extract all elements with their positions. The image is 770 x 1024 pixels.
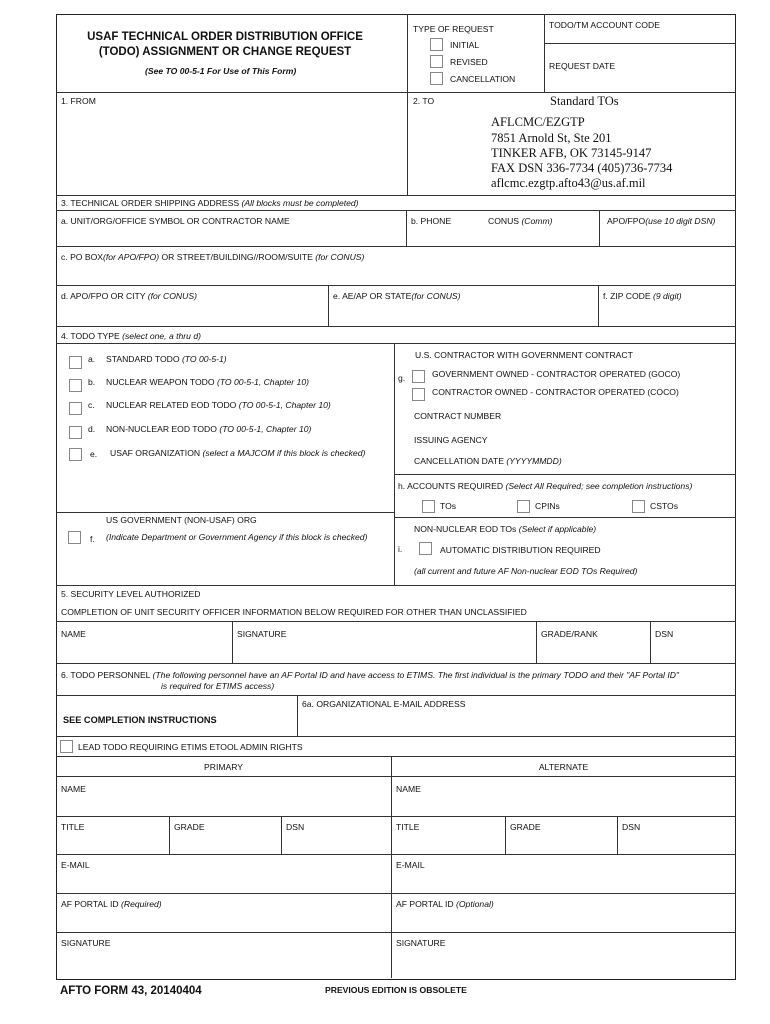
issuing-agency-label: ISSUING AGENCY bbox=[414, 435, 488, 445]
divider bbox=[297, 695, 298, 736]
letter-i: i. bbox=[398, 544, 403, 554]
divider bbox=[394, 474, 736, 475]
alternate-email-label: E-MAIL bbox=[396, 860, 425, 870]
address-line: FAX DSN 336-7734 (405)736-7734 bbox=[491, 161, 673, 175]
todo-standard-label bbox=[106, 354, 227, 364]
letter-b: b. bbox=[88, 377, 96, 387]
cancellation-date-label bbox=[414, 456, 562, 466]
todo-standard-note: (TO 00-5-1) bbox=[181, 354, 227, 364]
todo-nuclear-weapon-note: (TO 00-5-1, Chapter 10) bbox=[216, 377, 309, 387]
alternate-title-label: TITLE bbox=[396, 822, 420, 832]
divider bbox=[394, 343, 395, 585]
divider bbox=[407, 14, 408, 92]
cstos-label: CSTOs bbox=[650, 501, 679, 511]
tos-label: TOs bbox=[440, 501, 457, 511]
auto-distribution-checkbox[interactable] bbox=[419, 542, 432, 555]
alternate-signature-label: SIGNATURE bbox=[396, 938, 446, 948]
divider bbox=[56, 893, 736, 894]
divider bbox=[56, 621, 736, 622]
alternate-dsn-label: DSN bbox=[622, 822, 641, 832]
divider bbox=[407, 92, 408, 195]
divider bbox=[328, 285, 329, 326]
alternate-portal-label bbox=[396, 899, 494, 909]
accounts-required-text: h. ACCOUNTS REQUIRED bbox=[398, 481, 504, 491]
divider bbox=[394, 517, 736, 518]
security-signature-label: SIGNATURE bbox=[237, 629, 287, 639]
coco-label: CONTRACTOR OWNED - CONTRACTOR OPERATED (COCO) bbox=[432, 387, 679, 397]
todo-non-nuclear-eod-label bbox=[106, 424, 311, 434]
revised-checkbox[interactable] bbox=[430, 55, 443, 68]
date-format-note: (YYYYMMDD) bbox=[506, 456, 562, 466]
auto-distribution-note: (all current and future AF Non-nuclear EOD TOs Required) bbox=[414, 566, 638, 576]
divider bbox=[169, 816, 170, 854]
city-text: d. APO/FPO OR CITY bbox=[61, 291, 146, 301]
todo-nuclear-eod-label bbox=[106, 400, 331, 410]
type-of-request-label: TYPE OF REQUEST bbox=[413, 24, 494, 34]
shipping-heading-note: (All blocks must be completed) bbox=[241, 198, 359, 208]
apo-fpo-text: APO/FPO bbox=[607, 216, 646, 226]
divider bbox=[391, 756, 392, 978]
street-text: OR STREET/BUILDING//ROOM/SUITE bbox=[161, 252, 313, 262]
divider bbox=[56, 854, 736, 855]
phone-label: b. PHONE bbox=[411, 216, 452, 226]
accounts-required-label bbox=[398, 481, 692, 491]
shipping-heading-text: 3. TECHNICAL ORDER SHIPPING ADDRESS bbox=[61, 198, 240, 208]
dsn-note: (use 10 digit DSN) bbox=[645, 216, 716, 226]
security-heading: 5. SECURITY LEVEL AUTHORIZED bbox=[61, 589, 201, 599]
cancellation-checkbox[interactable] bbox=[430, 72, 443, 85]
request-date-label: REQUEST DATE bbox=[549, 61, 616, 71]
security-instruction: COMPLETION OF UNIT SECURITY OFFICER INFORMATION BELOW REQUIRED FOR OTHER THAN UNCLASSIFIED bbox=[61, 607, 527, 617]
todo-nuclear-eod-note: (TO 00-5-1, Chapter 10) bbox=[238, 400, 331, 410]
auto-distribution-label: AUTOMATIC DISTRIBUTION REQUIRED bbox=[440, 545, 601, 555]
todo-standard-checkbox[interactable] bbox=[69, 356, 82, 369]
divider bbox=[650, 621, 651, 663]
address-email: aflcmc.ezgtp.afto43@us.af.mil bbox=[491, 176, 646, 190]
security-dsn-label: DSN bbox=[655, 629, 674, 639]
non-nuclear-eod-note: (Select if applicable) bbox=[518, 524, 597, 534]
conus-label bbox=[488, 216, 552, 226]
todo-non-nuclear-eod-checkbox[interactable] bbox=[69, 426, 82, 439]
obsolete-notice: PREVIOUS EDITION IS OBSOLETE bbox=[325, 985, 467, 995]
divider bbox=[406, 210, 407, 246]
todo-us-gov-note: (Indicate Department or Government Agency if this block is checked) bbox=[106, 532, 368, 542]
apo-fpo-label bbox=[607, 216, 715, 226]
divider bbox=[598, 285, 599, 326]
security-grade-label: GRADE/RANK bbox=[541, 629, 598, 639]
divider bbox=[536, 621, 537, 663]
personnel-heading-text: 6. TODO PERSONNEL bbox=[61, 670, 151, 680]
primary-portal-label bbox=[61, 899, 162, 909]
primary-name-label: NAME bbox=[61, 784, 86, 794]
alternate-portal-text: AF PORTAL ID bbox=[396, 899, 454, 909]
org-email-label: 6a. ORGANIZATIONAL E-MAIL ADDRESS bbox=[302, 699, 466, 709]
form-subtitle: (See TO 00-5-1 For Use of This Form) bbox=[145, 66, 297, 76]
letter-e: e. bbox=[90, 449, 98, 459]
lead-todo-checkbox[interactable] bbox=[60, 740, 73, 753]
divider bbox=[56, 195, 736, 196]
alternate-heading: ALTERNATE bbox=[538, 762, 589, 772]
divider bbox=[56, 585, 736, 586]
shipping-heading bbox=[61, 198, 359, 208]
todo-type-heading-text: 4. TODO TYPE bbox=[61, 331, 120, 341]
primary-grade-label: GRADE bbox=[174, 822, 205, 832]
divider bbox=[56, 343, 736, 344]
divider bbox=[544, 43, 736, 44]
divider bbox=[56, 776, 736, 777]
tos-checkbox[interactable] bbox=[422, 500, 435, 513]
todo-type-heading bbox=[61, 331, 201, 341]
conus-text: CONUS bbox=[488, 216, 520, 226]
security-name-label: NAME bbox=[61, 629, 86, 639]
primary-dsn-label: DSN bbox=[286, 822, 305, 832]
street-note: (for CONUS) bbox=[315, 252, 365, 262]
personnel-note-line2: is required for ETIMS access) bbox=[161, 681, 275, 691]
zip-text: f. ZIP CODE bbox=[603, 291, 651, 301]
todo-non-nuclear-eod-text: NON-NUCLEAR EOD TODO bbox=[106, 424, 217, 434]
initial-checkbox[interactable] bbox=[430, 38, 443, 51]
zip-label bbox=[603, 291, 682, 301]
divider bbox=[232, 621, 233, 663]
divider bbox=[617, 816, 618, 854]
primary-heading: PRIMARY bbox=[204, 762, 243, 772]
divider bbox=[56, 695, 736, 696]
letter-g: g. bbox=[398, 373, 406, 383]
divider bbox=[56, 736, 736, 737]
comm-note: (Comm) bbox=[521, 216, 553, 226]
alternate-name-label: NAME bbox=[396, 784, 421, 794]
todo-type-heading-note: (select one, a thru d) bbox=[122, 331, 201, 341]
todo-usaf-org-checkbox[interactable] bbox=[69, 448, 82, 461]
todo-nuclear-eod-checkbox[interactable] bbox=[69, 402, 82, 415]
accounts-required-note: (Select All Required; see completion instructions) bbox=[505, 481, 693, 491]
non-nuclear-eod-heading bbox=[414, 524, 596, 534]
form-title bbox=[55, 30, 395, 60]
todo-nuclear-eod-text: NUCLEAR RELATED EOD TODO bbox=[106, 400, 237, 410]
to-label: 2. TO bbox=[413, 96, 435, 106]
todo-us-gov-heading: US GOVERNMENT (NON-USAF) ORG bbox=[106, 515, 257, 525]
primary-portal-text: AF PORTAL ID bbox=[61, 899, 119, 909]
divider bbox=[56, 210, 736, 211]
divider bbox=[56, 326, 736, 327]
primary-email-label: E-MAIL bbox=[61, 860, 90, 870]
to-heading: Standard TOs bbox=[550, 94, 619, 108]
divider bbox=[56, 246, 736, 247]
divider bbox=[56, 816, 736, 817]
divider bbox=[56, 285, 736, 286]
city-label bbox=[61, 291, 197, 301]
address-line: 7851 Arnold St, Ste 201 bbox=[491, 131, 612, 145]
alternate-portal-optional: (Optional) bbox=[456, 899, 494, 909]
divider bbox=[56, 932, 736, 933]
letter-a: a. bbox=[88, 354, 96, 364]
lead-todo-label: LEAD TODO REQUIRING ETIMS ETOOL ADMIN RIGHTS bbox=[78, 742, 303, 752]
zip-note: (9 digit) bbox=[652, 291, 682, 301]
from-label: 1. FROM bbox=[61, 96, 96, 106]
alternate-grade-label: GRADE bbox=[510, 822, 541, 832]
todo-nuclear-weapon-text: NUCLEAR WEAPON TODO bbox=[106, 377, 215, 387]
contractor-heading: U.S. CONTRACTOR WITH GOVERNMENT CONTRACT bbox=[415, 350, 633, 360]
po-box-text: c. PO BOX bbox=[61, 252, 104, 262]
state-label bbox=[333, 291, 461, 301]
form-id: AFTO FORM 43, 20140404 bbox=[60, 985, 202, 997]
see-instructions-label: SEE COMPLETION INSTRUCTIONS bbox=[63, 715, 217, 725]
personnel-note-line1: (The following personnel have an AF Portal ID and have access to ETIMS. The first individual is the primary TODO and their "AF Portal ID" bbox=[152, 670, 679, 680]
address-line: AFLCMC/EZGTP bbox=[491, 115, 585, 129]
state-text: e. AE/AP OR STATE bbox=[333, 291, 412, 301]
personnel-heading bbox=[61, 670, 679, 680]
revised-label: REVISED bbox=[450, 57, 488, 67]
cancellation-label: CANCELLATION bbox=[450, 74, 516, 84]
todo-nuclear-weapon-checkbox[interactable] bbox=[69, 379, 82, 392]
primary-signature-label: SIGNATURE bbox=[61, 938, 111, 948]
city-note: (for CONUS) bbox=[147, 291, 197, 301]
account-code-label: TODO/TM ACCOUNT CODE bbox=[549, 20, 660, 30]
state-note: (for CONUS) bbox=[411, 291, 461, 301]
po-box-label bbox=[61, 252, 364, 262]
divider bbox=[56, 92, 736, 93]
form-title-line2: (TODO) ASSIGNMENT OR CHANGE REQUEST bbox=[98, 46, 352, 58]
divider bbox=[56, 663, 736, 664]
cpins-label: CPINs bbox=[535, 501, 560, 511]
todo-nuclear-weapon-label bbox=[106, 377, 309, 387]
todo-standard-text: STANDARD TODO bbox=[106, 354, 180, 364]
todo-usaf-org-label bbox=[110, 448, 365, 458]
primary-title-label: TITLE bbox=[61, 822, 85, 832]
letter-f: f. bbox=[90, 534, 95, 544]
primary-portal-required: (Required) bbox=[121, 899, 162, 909]
unit-label: a. UNIT/ORG/OFFICE SYMBOL OR CONTRACTOR NAME bbox=[61, 216, 290, 226]
todo-usaf-org-text: USAF ORGANIZATION bbox=[110, 448, 201, 458]
goco-label: GOVERNMENT OWNED - CONTRACTOR OPERATED (GOCO) bbox=[432, 369, 681, 379]
cancellation-date-text: CANCELLATION DATE bbox=[414, 456, 504, 466]
todo-usaf-org-note: (select a MAJCOM if this block is checked) bbox=[202, 448, 366, 458]
form-title-line1: USAF TECHNICAL ORDER DISTRIBUTION OFFICE bbox=[87, 31, 363, 43]
non-nuclear-eod-text: NON-NUCLEAR EOD TOs bbox=[414, 524, 517, 534]
initial-label: INITIAL bbox=[450, 40, 480, 50]
divider bbox=[599, 210, 600, 246]
divider bbox=[544, 14, 545, 92]
divider bbox=[505, 816, 506, 854]
cpins-checkbox[interactable] bbox=[517, 500, 530, 513]
goco-checkbox[interactable] bbox=[412, 370, 425, 383]
address-line: TINKER AFB, OK 73145-9147 bbox=[491, 146, 652, 160]
letter-c: c. bbox=[88, 400, 95, 410]
divider bbox=[56, 512, 394, 513]
letter-d: d. bbox=[88, 424, 96, 434]
coco-checkbox[interactable] bbox=[412, 388, 425, 401]
todo-non-nuclear-eod-note: (TO 00-5-1, Chapter 10) bbox=[219, 424, 312, 434]
divider bbox=[56, 756, 736, 757]
contract-number-label: CONTRACT NUMBER bbox=[414, 411, 502, 421]
divider bbox=[281, 816, 282, 854]
cstos-checkbox[interactable] bbox=[632, 500, 645, 513]
todo-us-gov-checkbox[interactable] bbox=[68, 531, 81, 544]
po-box-note: (for APO/FPO) bbox=[103, 252, 160, 262]
